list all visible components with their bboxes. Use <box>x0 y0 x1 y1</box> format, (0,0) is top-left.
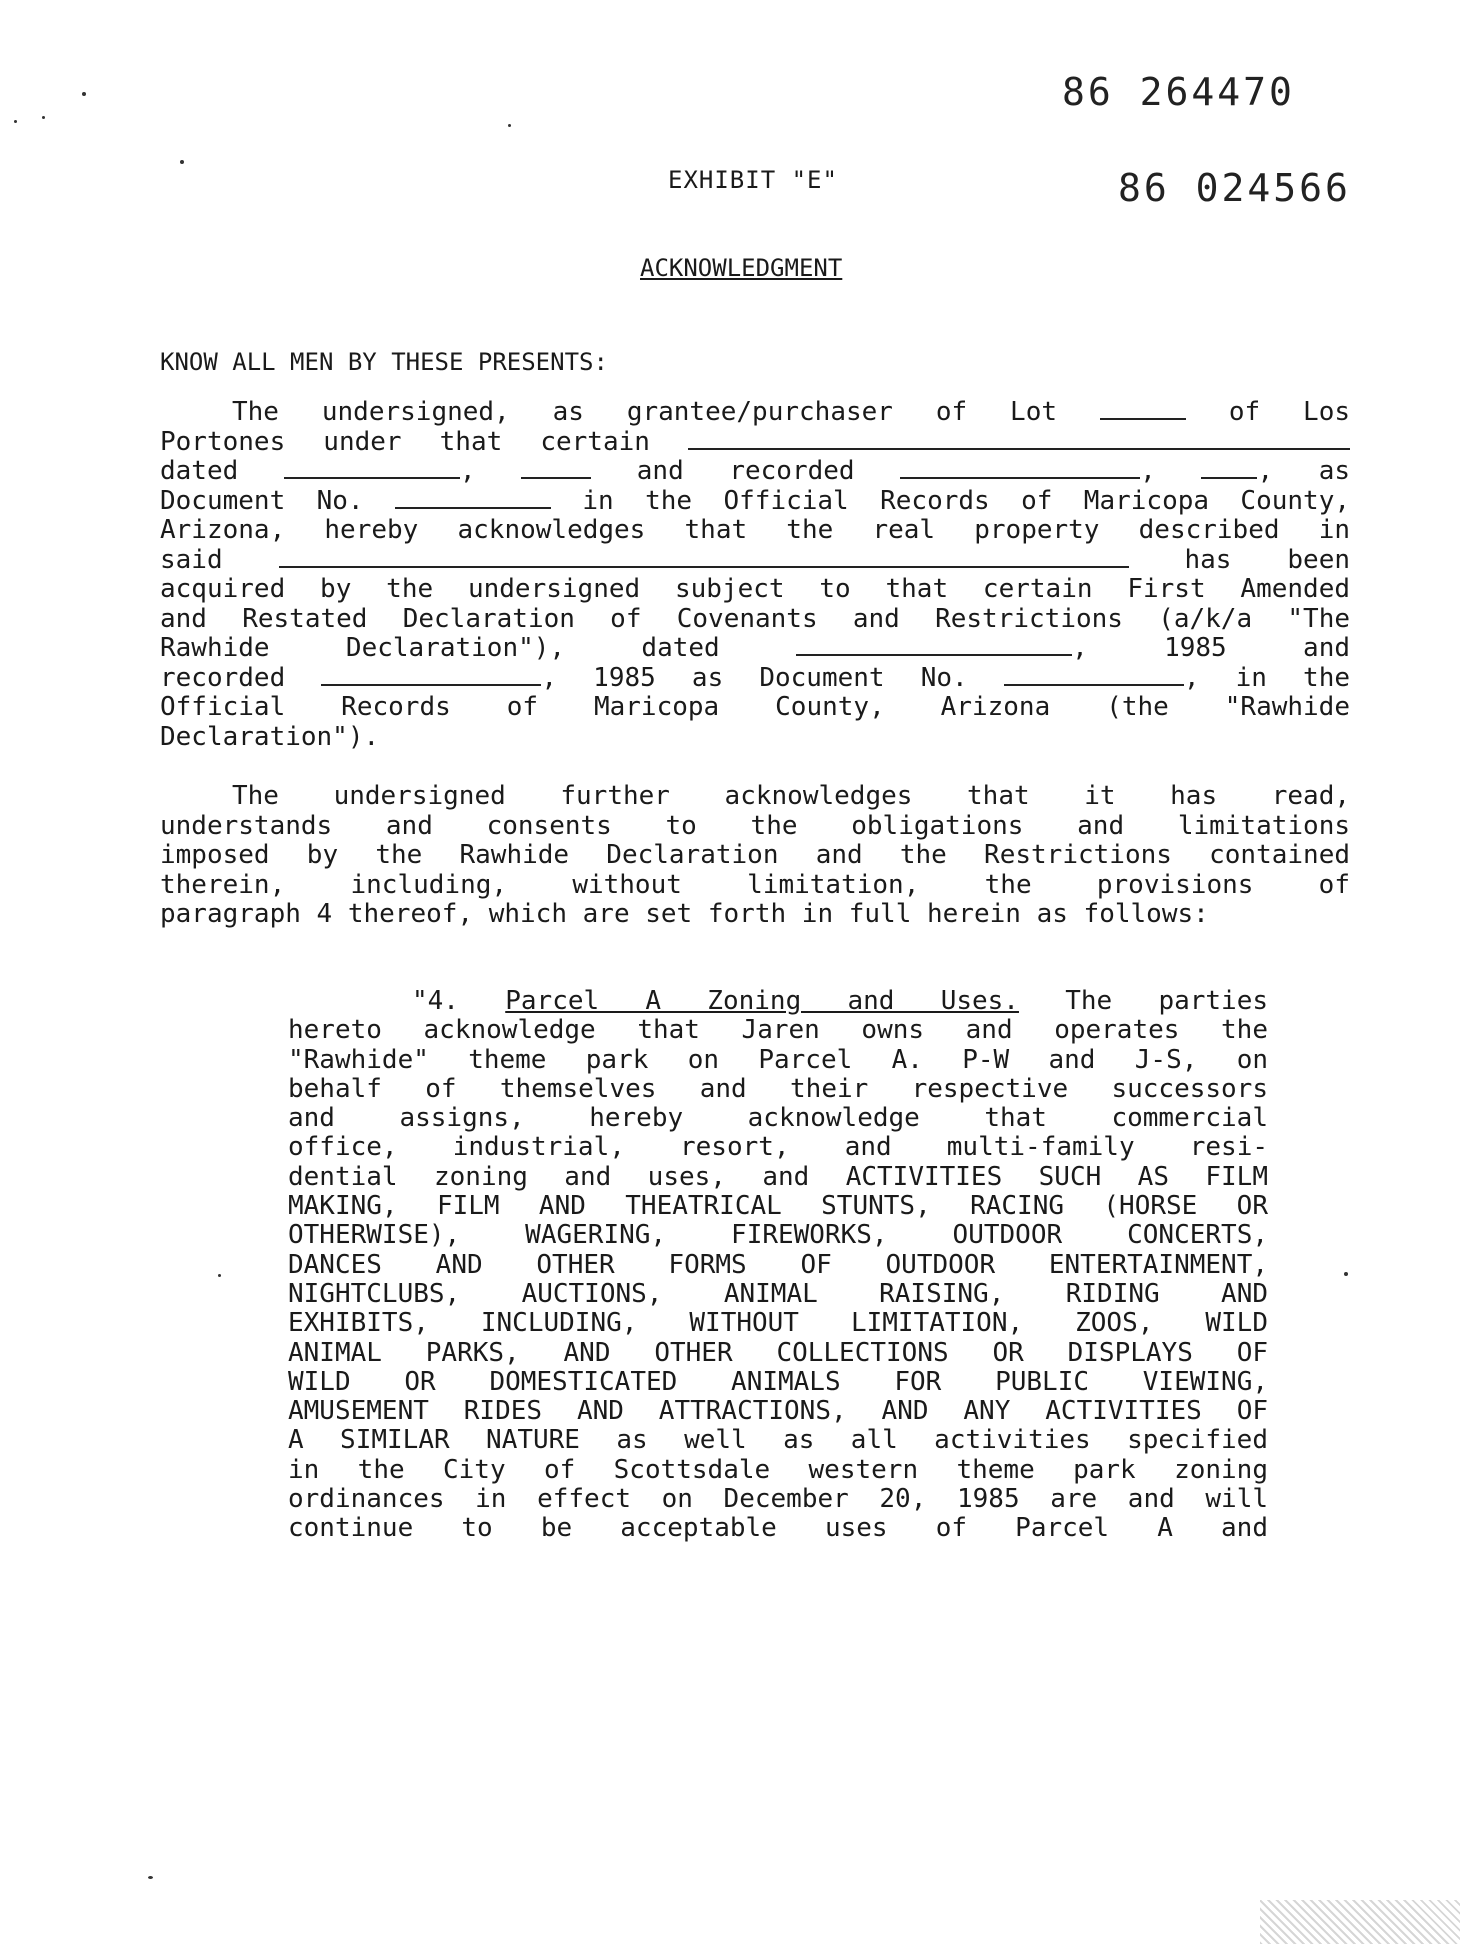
scan-speck <box>82 92 86 96</box>
scan-speck <box>218 1274 221 1277</box>
instrument-blank <box>688 428 1350 450</box>
line: imposed by the Rawhide Declaration and the Restrictions contained <box>160 840 1350 870</box>
line: WILD OR DOMESTICATED ANIMALS FOR PUBLIC VIEWING, <box>288 1366 1268 1397</box>
line: NIGHTCLUBS, AUCTIONS, ANIMAL RAISING, RIDING AND <box>288 1278 1268 1309</box>
line: understands and consents to the obligations and limitations <box>160 810 1350 841</box>
declaration-document-no-blank <box>1004 664 1184 686</box>
scan-speck <box>42 116 45 119</box>
line: in the City of Scottsdale western theme park zoning <box>288 1454 1268 1485</box>
line: and assigns, hereby acknowledge that commercial <box>288 1103 1268 1134</box>
said-blank <box>279 546 1129 568</box>
line: recorded , 1985 as Document No. , in the <box>160 662 1350 693</box>
line: The undersigned, as grantee/purchaser of Lot of Los <box>232 397 1350 427</box>
line: Portones under that certain <box>160 428 1350 458</box>
line: behalf of themselves and their respective successors <box>288 1073 1268 1104</box>
line: A SIMILAR NATURE as well as all activities specified <box>288 1425 1268 1456</box>
line: Rawhide Declaration"), dated , 1985 and <box>160 633 1350 663</box>
line: MAKING, FILM AND THEATRICAL STUNTS, RACING (HORSE OR <box>288 1191 1268 1222</box>
line: Declaration"). <box>160 721 380 752</box>
intro-heading: KNOW ALL MEN BY THESE PRESENTS: <box>160 348 608 376</box>
paragraph-acknowledges <box>160 782 1350 930</box>
line: and Restated Declaration of Covenants and Restrictions (a/k/a "The <box>160 603 1350 634</box>
line: Official Records of Maricopa County, Arizona (the "Rawhide <box>160 692 1350 722</box>
line: acquired by the undersigned subject to that certain First Amended <box>160 574 1350 604</box>
dated-blank <box>284 457 460 479</box>
section-heading: Parcel A Zoning and Uses. <box>505 986 1019 1016</box>
exhibit-label: EXHIBIT "E" <box>668 166 838 194</box>
recording-number-top: 86 264470 <box>1062 70 1295 114</box>
lot-blank <box>1100 398 1186 420</box>
scan-speck <box>180 160 184 164</box>
declaration-dated-blank <box>796 634 1072 656</box>
year-blank <box>521 457 591 479</box>
scan-noise <box>1260 1900 1460 1944</box>
recorded-year-blank <box>1201 457 1257 479</box>
line: AMUSEMENT RIDES AND ATTRACTIONS, AND ANY ACTIVITIES OF <box>288 1396 1268 1427</box>
line: EXHIBITS, INCLUDING, WITHOUT LIMITATION, ZOOS, WILD <box>288 1308 1268 1339</box>
document-no-blank <box>395 487 551 509</box>
line: ordinances in effect on December 20, 1985 are and will <box>288 1484 1268 1515</box>
line: hereto acknowledge that Jaren owns and operates the <box>288 1015 1268 1046</box>
scan-speck <box>1344 1272 1348 1276</box>
scan-speck <box>148 1876 153 1879</box>
paragraph-parcel-a-zoning <box>288 987 1268 1544</box>
declaration-recorded-blank <box>321 664 541 686</box>
line: DANCES AND OTHER FORMS OF OUTDOOR ENTERTAINMENT, <box>288 1249 1268 1280</box>
line: therein, including, without limitation, the provisions of <box>160 869 1350 900</box>
line: The undersigned further acknowledges that it has read, <box>232 781 1350 811</box>
line: said has been <box>160 544 1351 575</box>
line: continue to be acceptable uses of Parcel A and <box>288 1513 1268 1544</box>
line: Document No. in the Official Records of Maricopa County, <box>160 485 1350 516</box>
paragraph-grantee <box>160 398 1350 752</box>
line: "Rawhide" theme park on Parcel A. P-W and J-S, on <box>288 1044 1268 1075</box>
line: dated , and recorded , , as <box>160 456 1351 486</box>
scan-speck <box>508 124 511 127</box>
line: "4. Parcel A Zoning and Uses. The parties <box>412 986 1269 1016</box>
line: ANIMAL PARKS, AND OTHER COLLECTIONS OR DISPLAYS OF <box>288 1337 1268 1368</box>
line: paragraph 4 thereof, which are set forth in full herein as follows: <box>160 899 1209 929</box>
recorded-blank <box>900 457 1140 479</box>
document-title: ACKNOWLEDGMENT <box>640 254 843 282</box>
scan-speck <box>14 120 17 123</box>
line: office, industrial, resort, and multi-family resi- <box>288 1132 1268 1163</box>
line: OTHERWISE), WAGERING, FIREWORKS, OUTDOOR CONCERTS, <box>288 1220 1268 1251</box>
line: Arizona, hereby acknowledges that the real property described in <box>160 515 1350 545</box>
recording-number-second: 86 024566 <box>1118 166 1351 210</box>
line: dential zoning and uses, and ACTIVITIES SUCH AS FILM <box>288 1161 1268 1192</box>
